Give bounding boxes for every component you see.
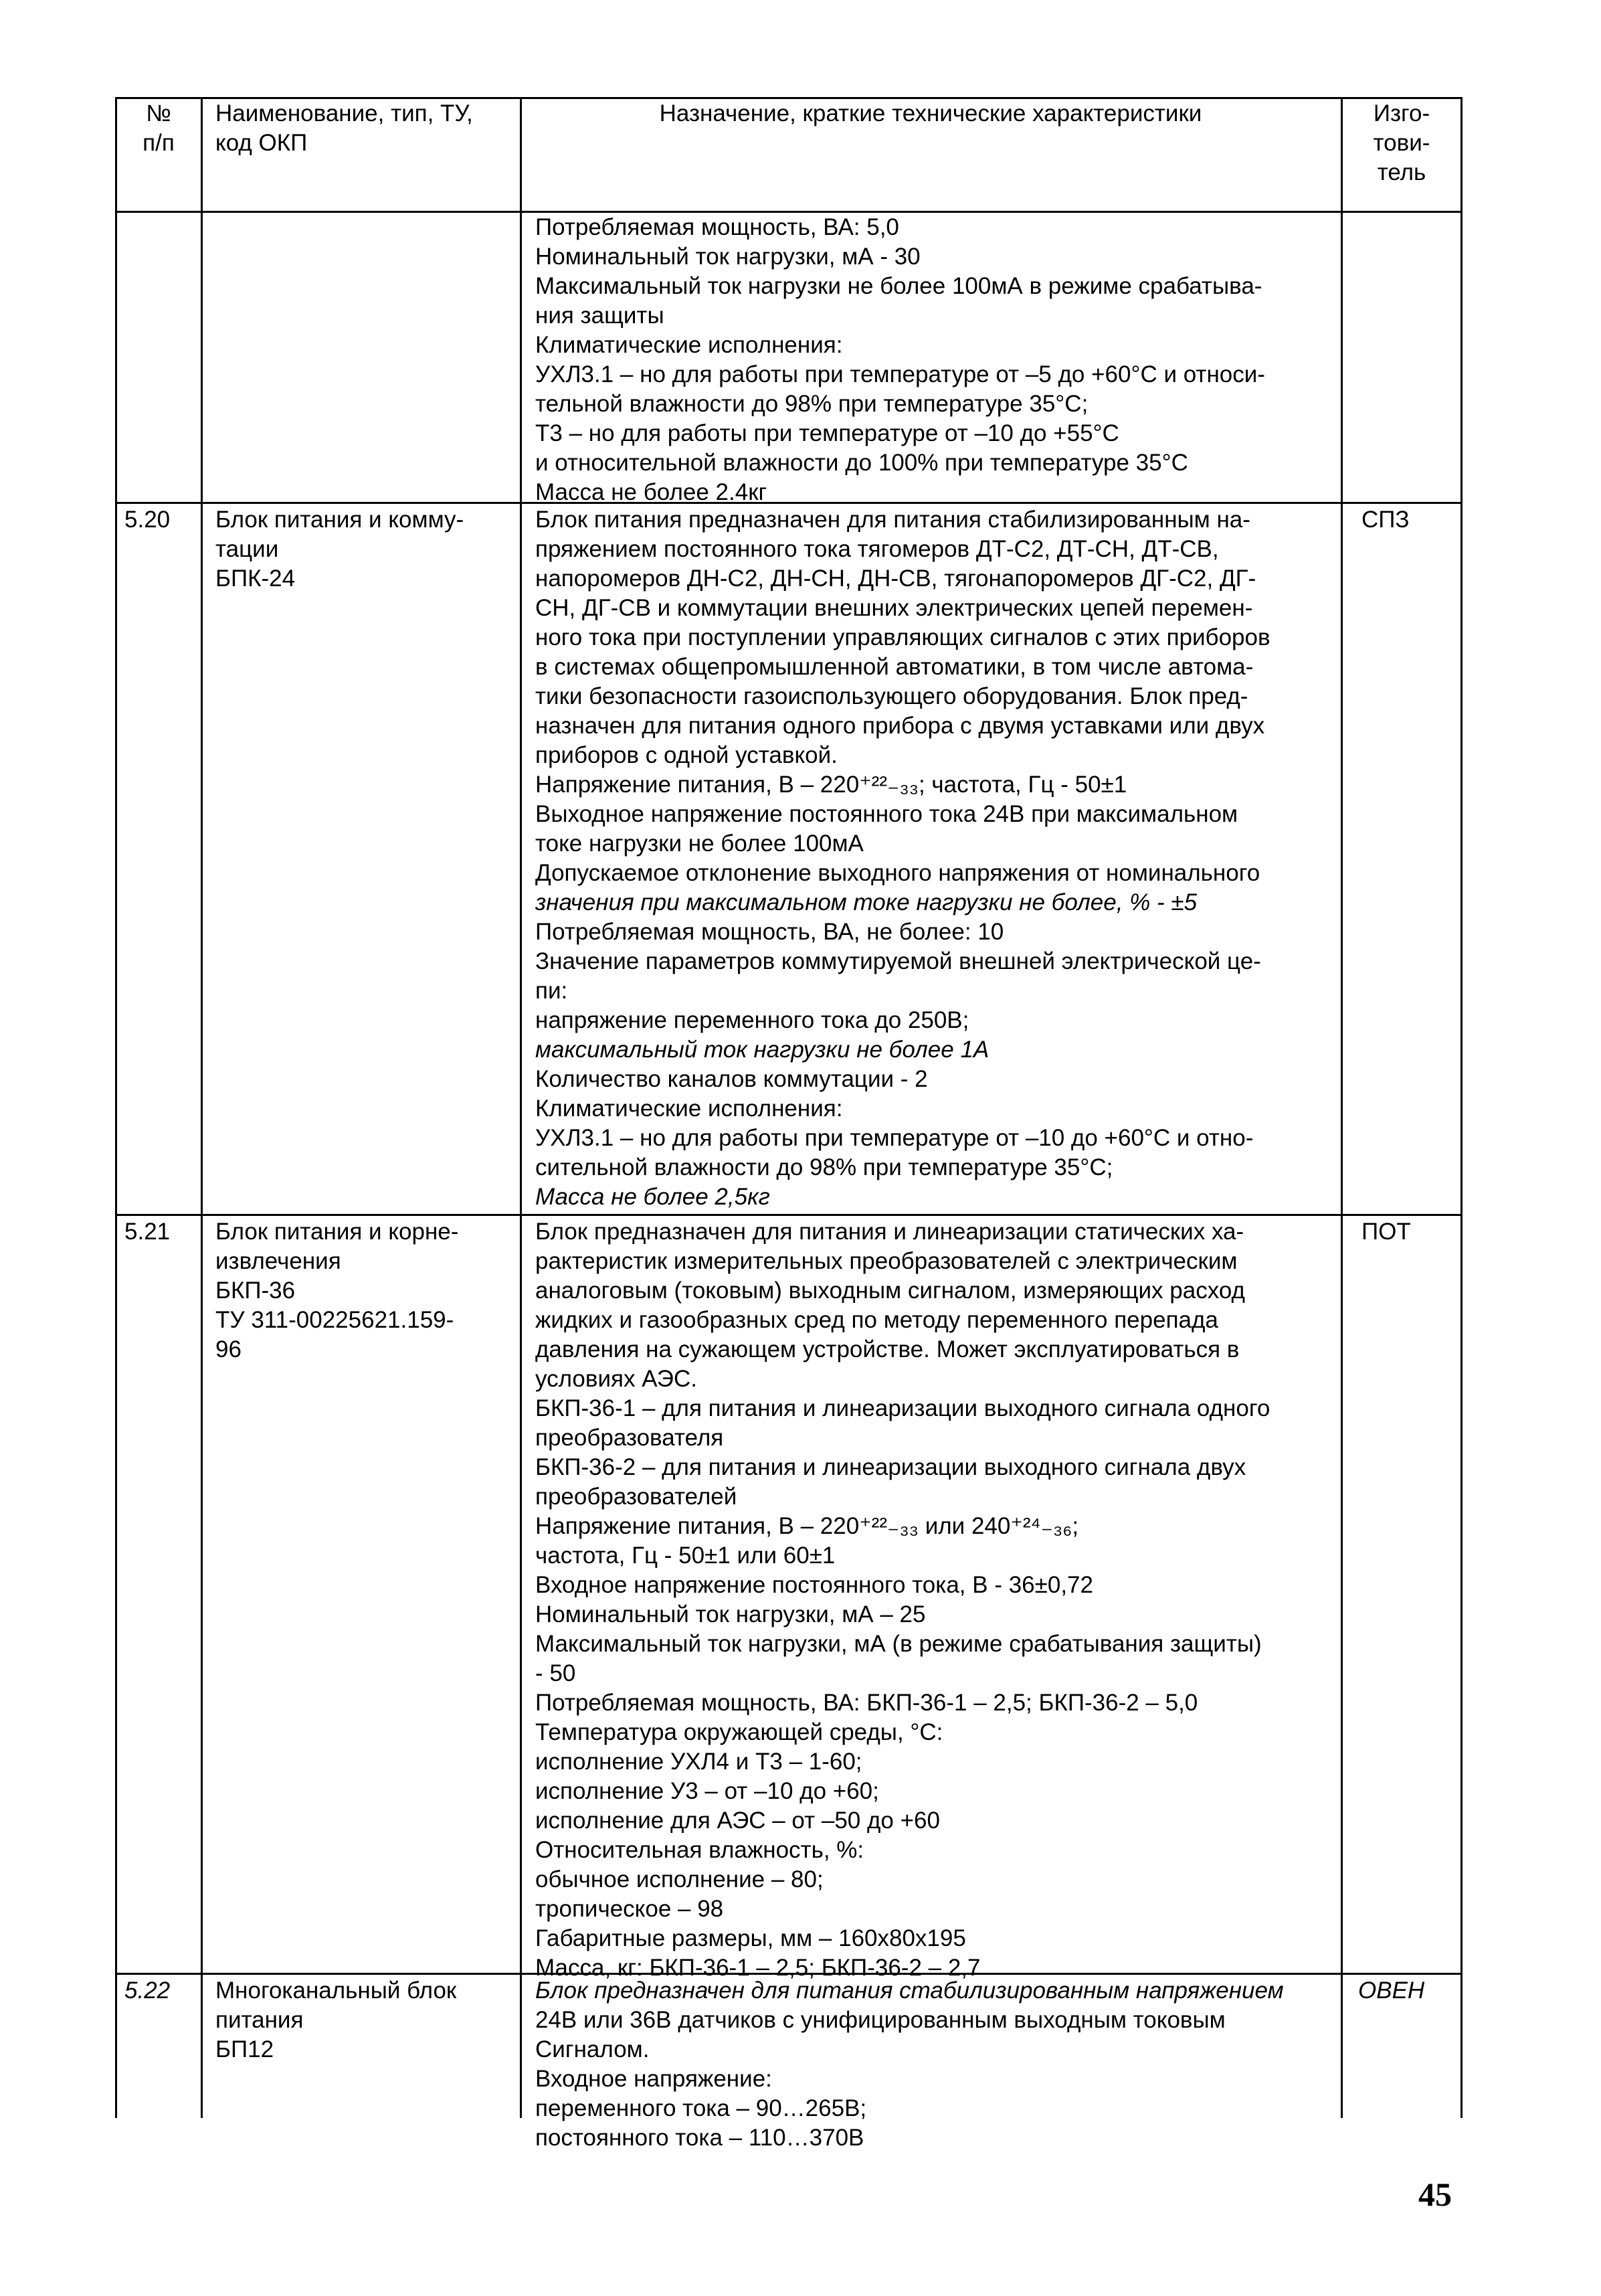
row-5-21-number: 5.21 (124, 1219, 171, 1245)
header-number: № п/п (143, 100, 175, 156)
table-column-divider-2 (520, 97, 522, 2118)
row-5-22-name: Многоканальный блок питания БП12 (215, 1977, 457, 2062)
page-number: 45 (1418, 2176, 1452, 2213)
table-border-right (1461, 97, 1463, 2118)
row-5-22-manufacturer: ОВЕН (1358, 1977, 1425, 2004)
table-border-left (115, 97, 117, 2118)
row-5-20-name: Блок питания и комму- тации БПК-24 (215, 507, 464, 592)
row-5-22-description: Блок предназначен для питания стабилизированным напряжением 24В или 36В датчиков с унифицированным выходным токовым Сигналом. Входное напряжение: переменного тока – 90…265В; постоянного тока – 110…370В (535, 1977, 1284, 2151)
row-divider-5-21 (115, 1214, 1463, 1216)
table-column-divider-1 (201, 97, 203, 2118)
row-5-20-manufacturer: СПЗ (1361, 507, 1410, 533)
table-column-divider-3 (1341, 97, 1343, 2118)
header-name: Наименование, тип, ТУ, код ОКП (215, 100, 473, 156)
row-5-20-description: Блок питания предназначен для питания стабилизированным на- пряжением постоянного тока тягомеров ДТ-С2, ДТ-СН, ДТ-СВ, напоромеров ДН-С2, ДН-СН, ДН-СВ, тягонапоромеров ДГ-С2, ДГ- СН, ДГ-СВ и коммутации внешних электрических цепей перемен- ного тока при поступлении управляющих сигналов с этих приборов в системах общепромышленной автоматики, в том числе автома- тики безопасности газоиспользующего оборудования. Блок пред- назначен для питания одного прибора с двумя уставками или двух приборов с одной уставкой. Напряжение питания, В – 220⁺²²₋₃₃; частота, Гц - 50±1 Выходное напряжение постоянного тока 24В при максимальном токе нагрузки не более 100мА Допускаемое отклонение выходного напряжения от номинального значения при максимальном токе нагрузки не более, % - ±5 Потребляемая мощность, ВА, не более: 10 Значение параметров коммутируемой внешней электрической це- пи: напряжение переменного тока до 250В; максимальный ток нагрузки не более 1А Количество каналов коммутации - 2 Климатические исполнения: УХЛ3.1 – но для работы при температуре от –10 до +60°С и отно- сительной влажности до 98% при температуре 35°С; Масса не более 2,5кг (535, 507, 1270, 1210)
header-description: Назначение, краткие технические характеристики (659, 100, 1202, 126)
row-continuation-description: Потребляемая мощность, ВА: 5,0 Номинальный ток нагрузки, мА - 30 Максимальный ток нагрузки не более 100мА в режиме срабатыва- ния защиты Климатические исполнения: УХЛ3.1 – но для работы при температуре от –5 до +60°С и относи- тельной влажности до 98% при температуре 35°С; Т3 – но для работы при температуре от –10 до +55°С и относительной влажности до 100% при температуре 35°С Масса не более 2.4кг (535, 214, 1265, 505)
row-5-22-number: 5.22 (124, 1977, 171, 2004)
row-5-20-number: 5.20 (124, 507, 171, 533)
row-5-21-name: Блок питания и корне- извлечения БКП-36 ТУ 311-00225621.159- 96 (215, 1219, 459, 1362)
header-manufacturer: Изго- тови- тель (1373, 100, 1430, 185)
row-5-21-description: Блок предназначен для питания и линеаризации статических ха- рактеристик измерительных преобразователей с электрическим аналоговым (токовым) выходным сигналом, измеряющих расход жидких и газообразных сред по методу переменного перепада давления на сужающем устройстве. Может эксплуатироваться в условиях АЭС. БКП-36-1 – для питания и линеаризации выходного сигнала одного преобразователя БКП-36-2 – для питания и линеаризации выходного сигнала двух преобразователей Напряжение питания, В – 220⁺²²₋₃₃ или 240⁺²⁴₋₃₆; частота, Гц - 50±1 или 60±1 Входное напряжение постоянного тока, В - 36±0,72 Номинальный ток нагрузки, мА – 25 Максимальный ток нагрузки, мА (в режиме срабатывания защиты) - 50 Потребляемая мощность, ВА: БКП-36-1 – 2,5; БКП-36-2 – 5,0 Температура окружающей среды, °С: исполнение УХЛ4 и Т3 – 1-60; исполнение У3 – от –10 до +60; исполнение для АЭС – от –50 до +60 Относительная влажность, %: обычное исполнение – 80; тропическое – 98 Габаритные размеры, мм – 160х80х195 Масса, кг: БКП-36-1 – 2,5; БКП-36-2 – 2,7 (535, 1219, 1270, 1981)
row-5-21-manufacturer: ПОТ (1361, 1219, 1411, 1245)
